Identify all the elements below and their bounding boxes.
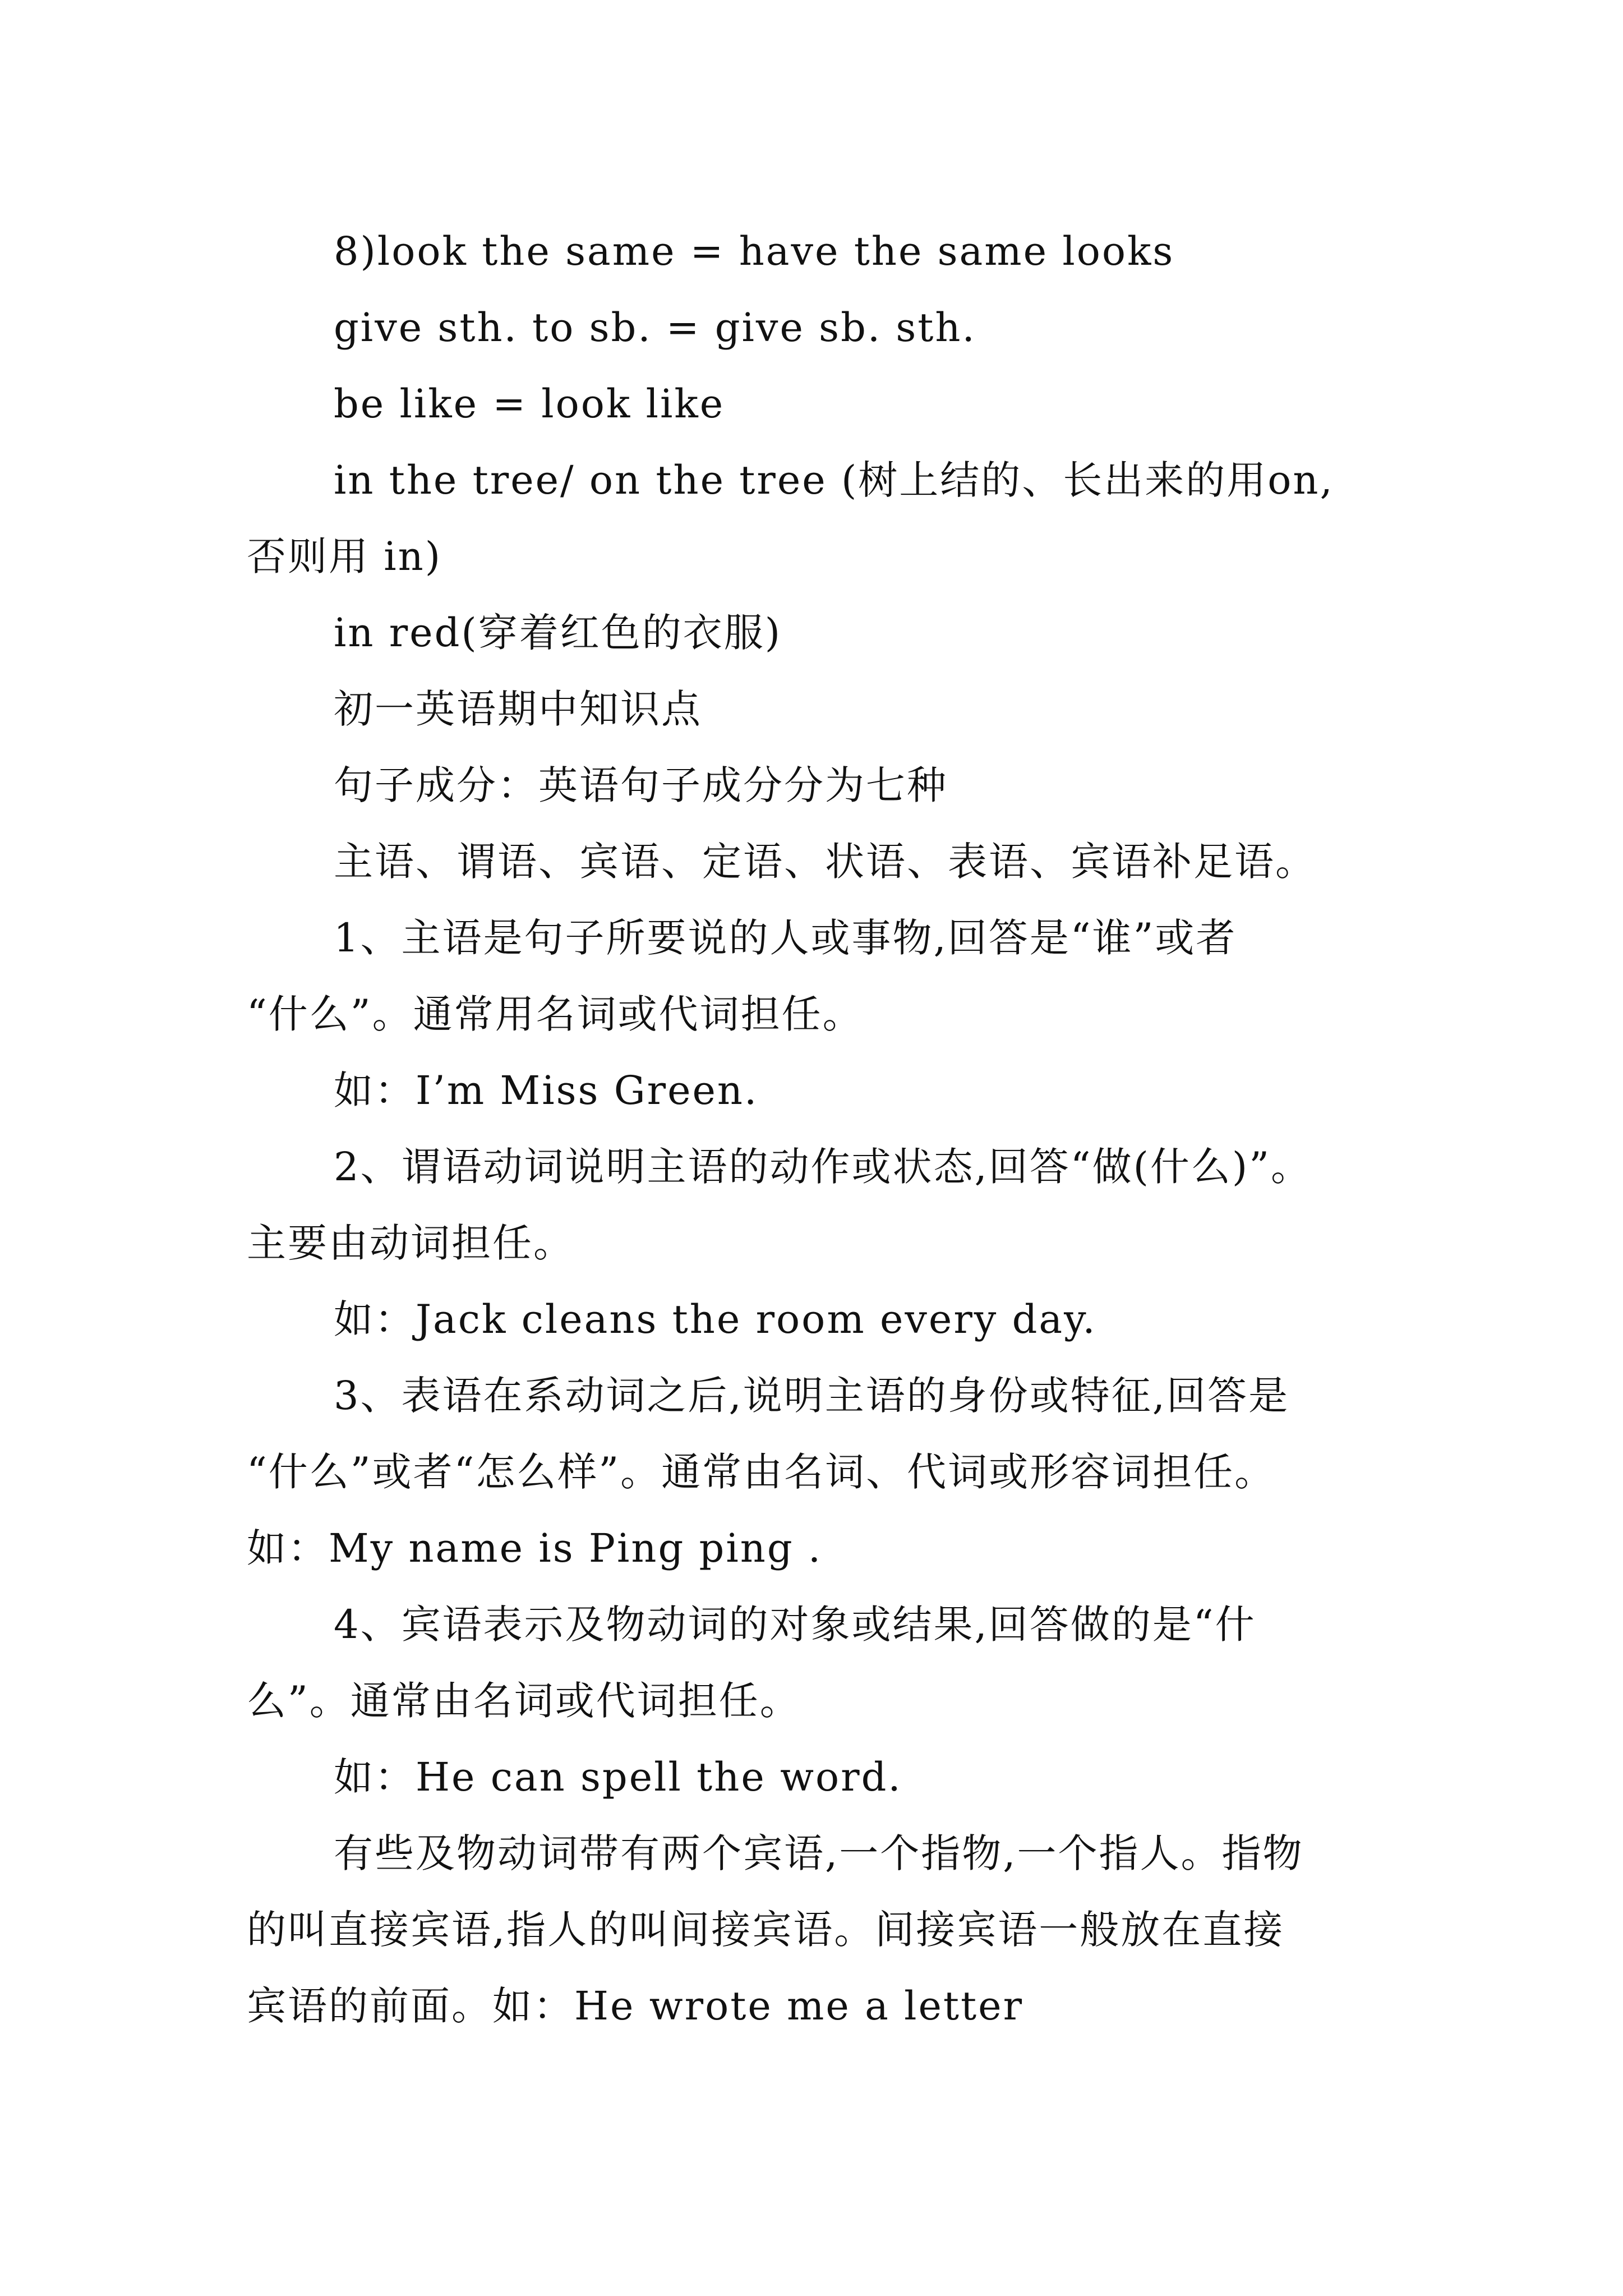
text-line: 3、表语在系动词之后,说明主语的身份或特征,回答是 [334,1373,1290,1419]
text-line: give sth. to sb. = give sb. sth. [334,305,976,351]
example-line: 如：My name is Ping ping . [247,1525,823,1571]
text-line: 4、宾语表示及物动词的对象或结果,回答做的是“什 [334,1602,1256,1648]
text-line: 主要由动词担任。 [247,1220,574,1266]
example-line: 如：He can spell the word. [334,1754,902,1800]
text-line: in the tree/ on the tree (树上结的、长出来的用on, [334,457,1334,503]
text-line: 有些及物动词带有两个宾语,一个指物,一个指人。指物 [334,1830,1304,1876]
example-line: 如：I’m Miss Green. [334,1068,759,1114]
text-line: 主语、谓语、宾语、定语、状语、表语、宾语补足语。 [334,839,1316,885]
section-heading: 初一英语期中知识点 [334,686,702,732]
text-line: “什么”或者“怎么样”。通常由名词、代词或形容词担任。 [247,1449,1276,1495]
document-body [247,213,1413,2044]
text-line: 宾语的前面。如：He wrote me a letter [247,1983,1024,2029]
text-line: “什么”。通常用名词或代词担任。 [247,991,864,1037]
text-line: 1、主语是句子所要说的人或事物,回答是“谁”或者 [334,915,1237,961]
text-line: 否则用 in) [247,533,442,579]
example-line: 如：Jack cleans the room every day. [334,1296,1097,1342]
text-line: 的叫直接宾语,指人的叫间接宾语。间接宾语一般放在直接 [247,1907,1285,1953]
text-line: 2、谓语动词说明主语的动作或状态,回答“做(什么)”。 [334,1144,1312,1190]
text-line: in red(穿着红色的衣服) [334,610,782,656]
text-line: 么”。通常由名词或代词担任。 [247,1678,801,1724]
text-line: be like = look like [334,381,725,427]
text-line: 句子成分：英语句子成分分为七种 [334,762,948,808]
text-line: 8)look the same = have the same looks [334,228,1175,274]
